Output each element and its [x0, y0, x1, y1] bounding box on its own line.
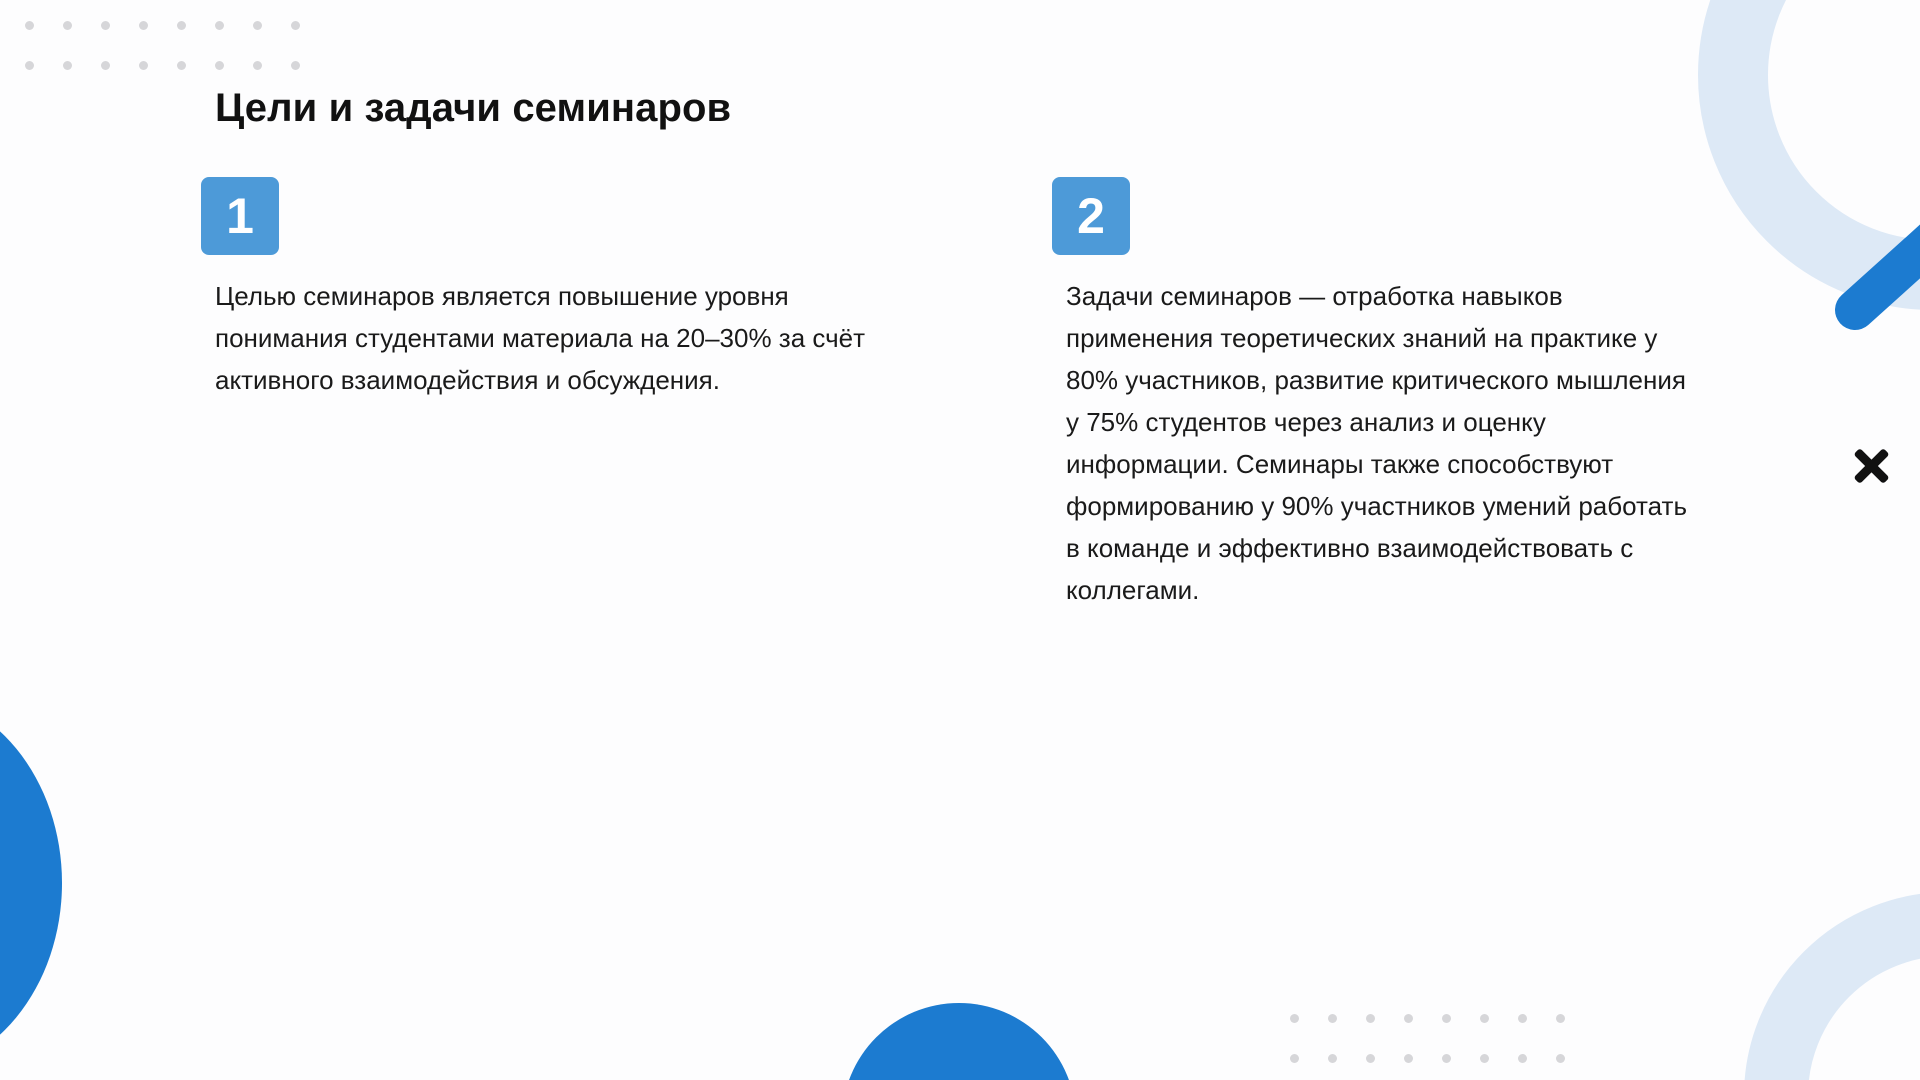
circle-decoration-bottom	[842, 1003, 1076, 1080]
number-badge-1: 1	[201, 177, 279, 255]
number-badge-2: 2	[1052, 177, 1130, 255]
ring-decoration-bottom-right	[1744, 892, 1920, 1080]
item-text-1: Целью семинаров является повышение уровня понимания студентами материала на 20–30% за счёт активного взаимодействия и обсуждения.	[215, 281, 866, 395]
close-icon	[1851, 446, 1891, 486]
circle-decoration-left	[0, 693, 62, 1073]
item-text-2: Задачи семинаров — отработка навыков применения теоретических знаний на практике у 80% участников, развитие критического мышления у 75% студентов через анализ и оценку информации. Семинары также способствуют формированию у 90% участников умений работать в команде и эффективно взаимодействовать с коллегами.	[1066, 281, 1687, 605]
slide-title: Цели и задачи семинаров	[215, 86, 732, 130]
